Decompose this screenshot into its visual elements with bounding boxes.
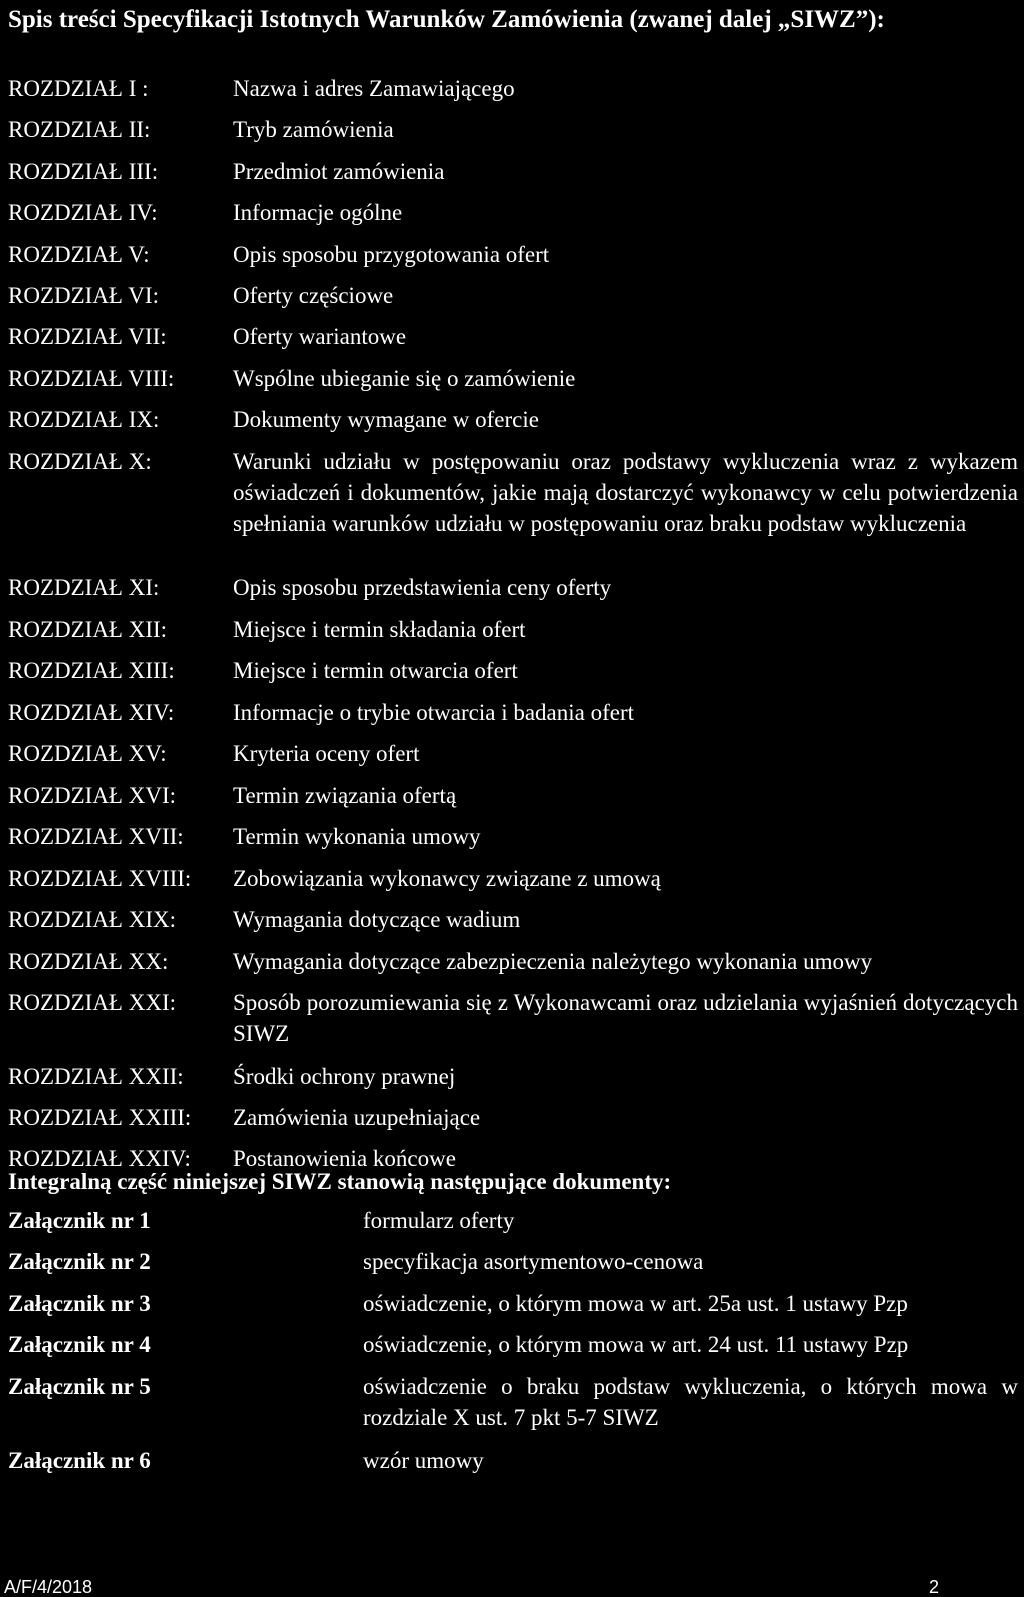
annex-label: Załącznik nr 2 (8, 1249, 151, 1274)
document-title: Spis treści Specyfikacji Istotnych Warunków Zamówienia (zwanej dalej „SIWZ”): (8, 6, 885, 33)
toc-row (8, 697, 1018, 728)
toc-row (8, 572, 1018, 603)
chapter-label: ROZDZIAŁ XXI: (8, 990, 176, 1015)
toc-row (8, 404, 1018, 435)
chapter-title: Tryb zamówienia (233, 117, 394, 142)
chapter-label: ROZDZIAŁ XX: (8, 949, 169, 974)
chapter-title: Opis sposobu przedstawienia ceny oferty (233, 575, 612, 600)
toc-row (8, 280, 1018, 311)
page-number: 2 (929, 1577, 940, 1597)
chapter-title: Postanowienia końcowe (233, 1146, 456, 1171)
chapter-label: ROZDZIAŁ VIII: (8, 366, 175, 391)
toc-row (8, 946, 1018, 977)
toc-row (8, 738, 1018, 769)
chapter-title: Termin wykonania umowy (233, 824, 481, 849)
toc-row (8, 987, 1018, 1049)
chapter-label: ROZDZIAŁ XVIII: (8, 866, 192, 891)
chapter-label: ROZDZIAŁ VII: (8, 324, 167, 349)
toc-row (8, 655, 1018, 686)
chapter-title: Wspólne ubieganie się o zamówienie (233, 366, 576, 391)
chapter-label: ROZDZIAŁ XI: (8, 575, 160, 600)
chapter-title: Dokumenty wymagane w ofercie (233, 407, 539, 432)
chapter-label: ROZDZIAŁ XIII: (8, 658, 175, 683)
annex-description: oświadczenie, o którym mowa w art. 25a ust. 1 ustawy Pzp (363, 1291, 908, 1316)
chapter-title: Miejsce i termin otwarcia ofert (233, 658, 518, 683)
annex-row (8, 1205, 1018, 1236)
annex-row (8, 1445, 1018, 1476)
chapter-title: Oferty wariantowe (233, 324, 407, 349)
chapter-label: ROZDZIAŁ X: (8, 449, 152, 474)
chapter-label: ROZDZIAŁ IX: (8, 407, 160, 432)
chapter-title: Nazwa i adres Zamawiającego (233, 76, 515, 101)
chapter-label: ROZDZIAŁ IV: (8, 200, 158, 225)
chapter-title: Wymagania dotyczące zabezpieczenia należytego wykonania umowy (233, 949, 873, 974)
toc-row (8, 821, 1018, 852)
toc-row (8, 197, 1018, 228)
toc-row (8, 73, 1018, 104)
chapter-title: Informacje ogólne (233, 200, 403, 225)
annex-label: Załącznik nr 4 (8, 1332, 151, 1357)
chapter-label: ROZDZIAŁ XXIV: (8, 1146, 191, 1171)
document-reference: A/F/4/2018 (4, 1577, 93, 1597)
chapter-title: Oferty częściowe (233, 283, 394, 308)
chapter-label: ROZDZIAŁ XIX: (8, 907, 176, 932)
annex-label: Załącznik nr 3 (8, 1291, 151, 1316)
chapter-label: ROZDZIAŁ V: (8, 242, 150, 267)
annex-row (8, 1246, 1018, 1277)
annex-row (8, 1329, 1018, 1360)
annex-row (8, 1288, 1018, 1319)
chapter-title: Kryteria oceny ofert (233, 741, 420, 766)
chapter-title: Sposób porozumiewania się z Wykonawcami oraz udzielania wyjaśnień dotyczących SIWZ (233, 990, 1018, 1046)
chapter-label: ROZDZIAŁ XIV: (8, 700, 175, 725)
toc-row (8, 156, 1018, 187)
toc-row (8, 614, 1018, 645)
chapter-label: ROZDZIAŁ I : (8, 76, 149, 101)
toc-row (8, 863, 1018, 894)
annex-description: specyfikacja asortymentowo-cenowa (363, 1249, 704, 1274)
chapter-label: ROZDZIAŁ XVII: (8, 824, 184, 849)
chapter-label: ROZDZIAŁ XV: (8, 741, 167, 766)
toc-row (8, 1061, 1018, 1092)
chapter-title: Zobowiązania wykonawcy związane z umową (233, 866, 661, 891)
annex-description: formularz oferty (363, 1208, 515, 1233)
annex-label: Załącznik nr 5 (8, 1374, 151, 1399)
chapter-label: ROZDZIAŁ XXII: (8, 1064, 184, 1089)
chapter-label: ROZDZIAŁ II: (8, 117, 151, 142)
toc-row (8, 239, 1018, 270)
chapter-title: Warunki udziału w postępowaniu oraz podstawy wykluczenia wraz z wykazem oświadczeń i dokumentów, jakie mają dostarczyć wykonawcy w celu potwierdzenia spełniania warunków udziału w postępowaniu oraz braku podstaw wykluczenia (233, 449, 1018, 536)
toc-row (8, 114, 1018, 145)
chapter-title: Miejsce i termin składania ofert (233, 617, 526, 642)
chapter-title: Zamówienia uzupełniające (233, 1105, 481, 1130)
toc-row (8, 321, 1018, 352)
annex-label: Załącznik nr 1 (8, 1208, 151, 1233)
annex-label: Załącznik nr 6 (8, 1448, 151, 1473)
annex-description: oświadczenie o braku podstaw wykluczenia, o których mowa w rozdziale X ust. 7 pkt 5-7 SIWZ (363, 1374, 1018, 1430)
chapter-label: ROZDZIAŁ VI: (8, 283, 159, 308)
toc-row (8, 904, 1018, 935)
toc-row (8, 363, 1018, 394)
chapter-title: Termin związania ofertą (233, 783, 457, 808)
chapter-title: Informacje o trybie otwarcia i badania ofert (233, 700, 635, 725)
chapter-label: ROZDZIAŁ XVI: (8, 783, 176, 808)
annex-description: oświadczenie, o którym mowa w art. 24 ust. 11 ustawy Pzp (363, 1332, 909, 1357)
chapter-title: Opis sposobu przygotowania ofert (233, 242, 550, 267)
toc-row (8, 780, 1018, 811)
toc-row (8, 1102, 1018, 1133)
annex-row (8, 1371, 1018, 1433)
toc-row (8, 446, 1018, 539)
chapter-title: Środki ochrony prawnej (233, 1064, 456, 1089)
annex-heading: Integralną część niniejszej SIWZ stanowią następujące dokumenty: (8, 1169, 672, 1194)
chapter-label: ROZDZIAŁ XXIII: (8, 1105, 192, 1130)
chapter-title: Wymagania dotyczące wadium (233, 907, 521, 932)
chapter-title: Przedmiot zamówienia (233, 159, 445, 184)
chapter-label: ROZDZIAŁ III: (8, 159, 159, 184)
annex-description: wzór umowy (363, 1448, 484, 1473)
chapter-label: ROZDZIAŁ XII: (8, 617, 168, 642)
